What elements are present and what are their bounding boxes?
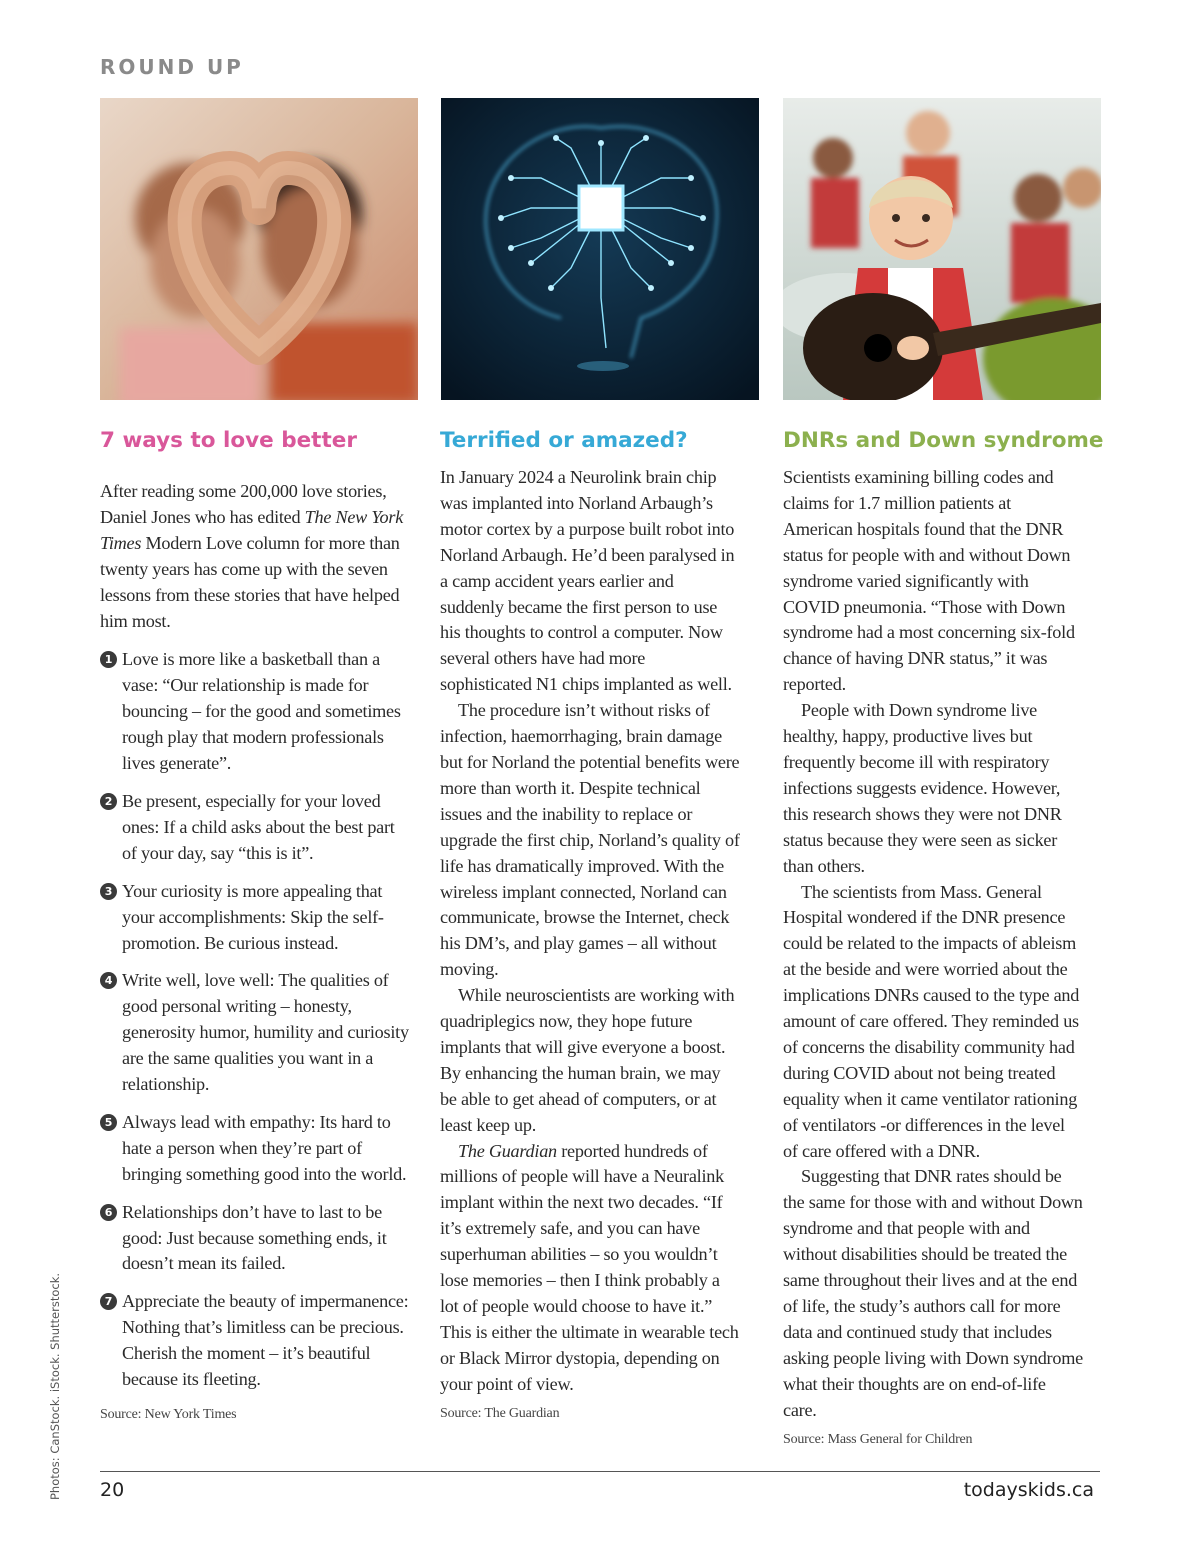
footer-divider [100, 1471, 1100, 1472]
item-text: Love is more like a basketball than a vase: “Our relationship is made for bouncing – for the good and sometimes rough play that modern professionals lives generate”. [122, 649, 401, 774]
list-item [100, 1200, 412, 1278]
item-text: Always lead with empathy: Its hard to hate a person when they’re part of bringing something good into the world. [122, 1111, 407, 1184]
list-item [100, 879, 412, 957]
list-item [100, 968, 412, 1098]
intro-publication: The New York Times [100, 506, 404, 553]
boy-with-guitar-photo [783, 98, 1101, 400]
item-number: 4 [100, 972, 117, 989]
article-paragraph: The scientists from Mass. General Hospital wondered if the DNR presence could be related to the impacts of ableism at the beside and were worried about the implications DNRs caused to the type and amount of care offered. They reminded us of concerns the disability community had during COVID about not being treated equality when it came ventilator rationing of ventilators -or differences in the level of care offered with a DNR. [783, 881, 1080, 1161]
item-number: 7 [100, 1293, 117, 1310]
article-paragraph [440, 1139, 740, 1398]
article-title: DNRs and Down syndrome [783, 428, 1104, 453]
item-number: 3 [100, 883, 117, 900]
circuit-brain-photo [441, 98, 759, 400]
article-paragraph: People with Down syndrome live healthy, happy, productive lives but frequently become ill with respiratory infections suggests evidence. However, this research shows they were not DNR status because they were seen as sicker than others. [783, 700, 1062, 876]
list-item [100, 789, 412, 867]
article-paragraph: The procedure isn’t without risks of infection, haemorrhaging, brain damage but for Norland the potential benefits were more than worth it. Despite technical issues and the inability to replace or upgrade the first chip, Norland’s quality of life has dramatically improved. With the wireless implant connected, Norland can communicate, browse the Internet, check his DM’s, and play games – all without moving. [440, 700, 740, 980]
publication-name: The Guardian [458, 1140, 557, 1161]
article-source: Source: The Guardian [440, 1405, 560, 1421]
list-item [100, 1110, 412, 1188]
section-title: ROUND UP [100, 55, 244, 79]
article-paragraph: In January 2024 a Neurolink brain chip was implanted into Norland Arbaugh’s motor cortex by a purpose built robot into Norland Arbaugh. He’d been paralysed in a camp accident years earlier and suddenly became the first person to use his thoughts to control a computer. Now several others have had more sophisticated N1 chips implanted as well. [440, 467, 735, 695]
list-item [100, 1289, 412, 1393]
item-text: Relationships don’t have to last to be good: Just because something ends, it doesn’t mean its failed. [122, 1201, 387, 1274]
item-text: Appreciate the beauty of impermanence: Nothing that’s limitless can be precious. Cherish the moment – it’s beautiful because its fleeting. [122, 1291, 409, 1390]
item-number: 2 [100, 793, 117, 810]
intro-text: After reading some 200,000 love stories, Daniel Jones who has edited [100, 481, 387, 527]
article-title: Terrified or amazed? [440, 428, 688, 453]
article-paragraph: Scientists examining billing codes and claims for 1.7 million patients at American hospitals found that the DNR status for people with and without Down syndrome varied significantly with COVID pneumonia. “Those with Down syndrome had a most concerning six-fold chance of having DNR status,” it was reported. [783, 467, 1075, 695]
article-love [100, 425, 412, 1425]
paragraph-text: reported hundreds of millions of people will have a Neuralink implant within the next two decades. “If it’s extremely safe, and you can have superhuman abilities – so you wouldn’t lose memories – then I think probably a lot of people would choose to have it.” This is either the ultimate in wearable tech or Black Mirror dystopia, depending on your point of view. [440, 1140, 739, 1394]
item-text: Your curiosity is more appealing that your accomplishments: Skip the self-promotion. Be curious instead. [122, 880, 384, 953]
list-item [100, 647, 412, 777]
heart-hands-photo [100, 98, 418, 400]
item-text: Be present, especially for your loved ones: If a child asks about the best part of your day, say “this is it”. [122, 790, 395, 863]
item-number: 6 [100, 1204, 117, 1221]
item-number: 5 [100, 1114, 117, 1131]
item-number: 1 [100, 651, 117, 668]
article-source: Source: Mass General for Children [783, 1431, 973, 1447]
page-number: 20 [100, 1479, 125, 1501]
article-paragraph: While neuroscientists are working with quadriplegics now, they hope future implants that will give everyone a boost. By enhancing the human brain, we may be able to get ahead of computers, or at least keep up. [440, 985, 735, 1135]
article-title: 7 ways to love better [100, 428, 357, 453]
article-source: Source: New York Times [100, 1407, 237, 1422]
article-intro [100, 479, 412, 634]
intro-text-continued: Modern Love column for more than twenty years has come up with the seven lessons from these stories that have helped him most. [100, 532, 400, 631]
article-dnr [783, 425, 1104, 1450]
article-paragraph: Suggesting that DNR rates should be the same for those with and without Down syndrome and that people with and without disabilities should be treated the same throughout their lives and at the end of life, the study’s authors call for more data and continued study that includes asking people living with Down syndrome what their thoughts are on end-of-life care. [783, 1166, 1083, 1420]
site-url: todayskids.ca [963, 1479, 1094, 1501]
photo-credit: Photos: CanStock. iStock. Shutterstock. [48, 1272, 62, 1500]
article-brain [440, 425, 740, 1424]
item-text: Write well, love well: The qualities of good personal writing – honesty, generosity humor, humility and curiosity are the same qualities you want in a relationship. [122, 970, 409, 1095]
